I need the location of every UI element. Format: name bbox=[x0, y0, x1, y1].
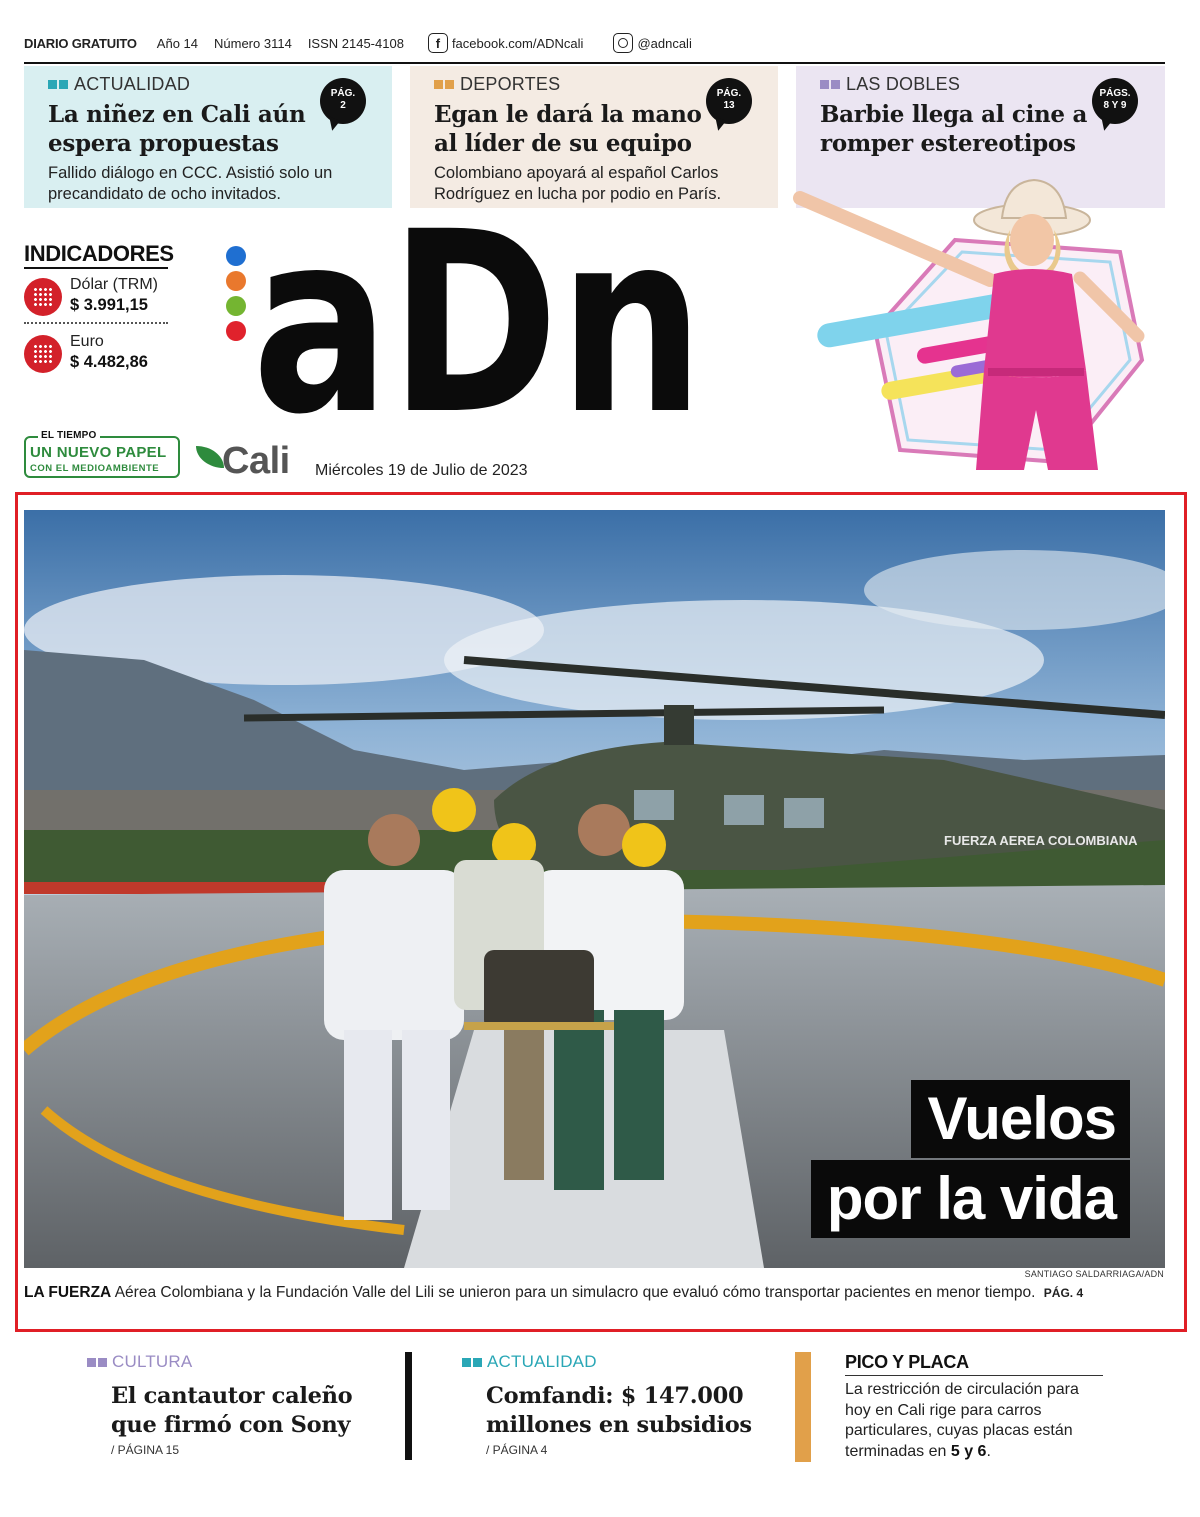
page-bubble-number: 2 bbox=[340, 100, 346, 111]
logo-dot-orange bbox=[226, 271, 246, 291]
indicator-euro bbox=[24, 333, 174, 377]
teaser-deck: Fallido diálogo en CCC. Asistió solo un precandidato de ocho invitados. bbox=[48, 164, 333, 203]
teaser-headline: Egan le dará la mano al líder de su equipo bbox=[434, 101, 702, 157]
instagram-link[interactable] bbox=[613, 33, 691, 53]
edition-date: Miércoles 19 de Julio de 2023 bbox=[315, 462, 528, 479]
teaser-section bbox=[87, 1352, 387, 1372]
pico-y-placa-digits: 5 y 6 bbox=[950, 1442, 987, 1460]
indicator-value: $ 4.482,86 bbox=[70, 353, 148, 371]
main-headline-line2: por la vida bbox=[811, 1160, 1130, 1238]
indicators-divider bbox=[24, 322, 168, 324]
section-marker-icon bbox=[87, 1358, 96, 1367]
edition-type: DIARIO GRATUITO bbox=[24, 35, 137, 51]
photo-credit: SANTIAGO SALDARRIAGA/ADN bbox=[1024, 1269, 1164, 1279]
teaser-section bbox=[462, 1352, 782, 1372]
pico-placa-accent-bar bbox=[795, 1352, 811, 1462]
edition-year: Año 14 bbox=[156, 35, 198, 51]
teaser-deck: Colombiano apoyará al español Carlos Rodríguez en lucha por podio en París. bbox=[434, 164, 722, 203]
section-marker-icon bbox=[48, 80, 57, 89]
pico-y-placa-box bbox=[845, 1352, 1103, 1462]
currency-coin-icon bbox=[24, 335, 62, 373]
instagram-icon bbox=[613, 33, 633, 53]
pico-y-placa-title: PICO Y PLACA bbox=[845, 1352, 1103, 1376]
rescue-team bbox=[324, 788, 684, 1220]
caption-page-ref[interactable]: PÁG. 4 bbox=[1043, 1286, 1084, 1300]
page-bubble-label: PÁG. bbox=[716, 88, 742, 99]
leaf-icon bbox=[196, 446, 224, 468]
barbie-illustration bbox=[780, 160, 1170, 470]
pico-y-placa-body bbox=[845, 1380, 1103, 1462]
indicator-label: Euro bbox=[70, 333, 104, 350]
main-headline-line1: Vuelos bbox=[911, 1080, 1130, 1158]
page-bubble-label: PÁGS. bbox=[1099, 88, 1131, 99]
bottom-teaser-actualidad[interactable] bbox=[462, 1352, 782, 1457]
teaser-page-ref: / PÁGINA 15 bbox=[111, 1443, 180, 1457]
edition-number: Número 3114 bbox=[214, 35, 292, 51]
helipad-rail bbox=[24, 882, 344, 894]
logo-dot-green bbox=[226, 296, 246, 316]
currency-coin-icon bbox=[24, 278, 62, 316]
section-marker-icon bbox=[434, 80, 443, 89]
section-label: LAS DOBLES bbox=[846, 74, 961, 94]
indicator-dolar bbox=[24, 276, 174, 320]
bottom-teaser-cultura[interactable] bbox=[87, 1352, 387, 1457]
caption-lead: LA FUERZA bbox=[24, 1284, 112, 1301]
section-label: DEPORTES bbox=[460, 74, 561, 94]
belt bbox=[988, 368, 1084, 376]
main-story-photo[interactable] bbox=[24, 510, 1165, 1268]
page-bubble-number: 13 bbox=[723, 100, 735, 111]
section-marker-icon bbox=[59, 80, 68, 89]
indicator-value: $ 3.991,15 bbox=[70, 296, 148, 314]
logo-dot-red bbox=[226, 321, 246, 341]
top-rule bbox=[24, 62, 1165, 64]
page-bubble-label: PÁG. bbox=[330, 88, 356, 99]
eco-line2-a: CON EL bbox=[30, 463, 69, 474]
facebook-icon: f bbox=[428, 33, 448, 53]
instagram-handle: @adncali bbox=[637, 35, 692, 51]
eco-brand: EL TIEMPO bbox=[38, 430, 100, 441]
section-label: ACTUALIDAD bbox=[74, 74, 191, 94]
teaser-headline: Barbie llega al cine a romper estereotipos bbox=[820, 101, 1088, 157]
edition-info-bar bbox=[24, 30, 1164, 56]
page-bubble bbox=[706, 78, 752, 124]
indicators-title: INDICADORES bbox=[24, 241, 174, 266]
section-marker-icon bbox=[445, 80, 454, 89]
facebook-link[interactable] bbox=[428, 33, 584, 53]
pico-y-placa-end: . bbox=[986, 1442, 991, 1460]
indicator-label: Dólar (TRM) bbox=[70, 276, 158, 293]
section-label: ACTUALIDAD bbox=[487, 1352, 597, 1371]
section-marker-icon bbox=[820, 80, 829, 89]
edition-city: Cali bbox=[222, 440, 290, 482]
facebook-handle: facebook.com/ADNcali bbox=[451, 35, 584, 51]
indicators-rule bbox=[24, 267, 168, 269]
column-divider bbox=[405, 1352, 412, 1460]
pink-vest bbox=[984, 269, 1086, 378]
face bbox=[1010, 214, 1054, 266]
logo-dot-blue bbox=[226, 246, 246, 266]
page-bubble bbox=[1092, 78, 1138, 124]
section-marker-icon bbox=[831, 80, 840, 89]
helicopter-marking: FUERZA AEREA COLOMBIANA bbox=[944, 833, 1138, 848]
section-label: CULTURA bbox=[112, 1352, 193, 1371]
teaser-headline: La niñez en Cali aún espera propuestas bbox=[48, 101, 306, 157]
teaser-actualidad[interactable] bbox=[24, 66, 392, 208]
cowboy-hat-crown bbox=[1002, 180, 1066, 218]
issn: ISSN 2145-4108 bbox=[307, 35, 404, 51]
pico-y-placa-text: La restricción de circulación para hoy en Cali rige para carros particulares, cuyas placas están terminadas en bbox=[845, 1381, 1079, 1460]
section-marker-icon bbox=[98, 1358, 107, 1367]
eco-line2 bbox=[30, 463, 159, 474]
section-marker-icon bbox=[473, 1358, 482, 1367]
adn-logo-text: aDn bbox=[252, 200, 704, 440]
teaser-deportes[interactable] bbox=[410, 66, 778, 208]
teaser-page-ref: / PÁGINA 4 bbox=[486, 1443, 548, 1457]
eco-line2-b: MEDIOAMBIENTE bbox=[71, 463, 160, 474]
section-marker-icon bbox=[462, 1358, 471, 1367]
teaser-headline: El cantautor caleño que firmó con Sony bbox=[111, 1383, 353, 1438]
page-bubble-number: 8 Y 9 bbox=[1103, 100, 1127, 111]
page-bubble bbox=[320, 78, 366, 124]
teaser-headline: Comfandi: $ 147.000 millones en subsidios bbox=[486, 1383, 752, 1438]
photo-caption bbox=[24, 1284, 1165, 1302]
caption-body: Aérea Colombiana y la Fundación Valle del Lili se unieron para un simulacro que evaluó cómo transportar pacientes en menor tiempo. bbox=[114, 1284, 1036, 1301]
eco-line1: UN NUEVO PAPEL bbox=[30, 444, 167, 461]
eco-badge bbox=[24, 430, 208, 480]
adn-logo[interactable] bbox=[252, 200, 712, 440]
